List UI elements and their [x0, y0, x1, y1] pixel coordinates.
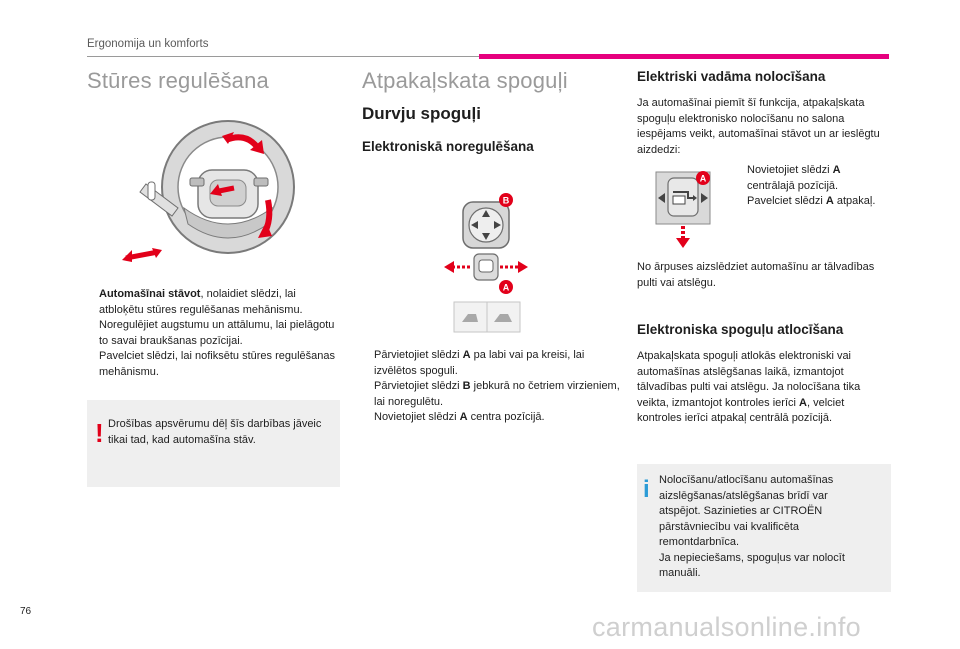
electronic-unfold-heading: Elektroniska spoguļu atlocīšana — [637, 322, 844, 337]
label-a: A — [699, 173, 707, 184]
steering-step: Noregulējiet augstumu un attālumu, lai pielāgotu to savai braukšanas pozīcijai. — [99, 319, 335, 347]
mirror-adjust-steps — [362, 348, 620, 426]
electric-fold-intro: Ja automašīnai piemīt šī funkcija, atpakaļskata spoguļu elektronisko nolocīšanu no salona iespējams veikt, automašīnai stāvot un ar ieslēgtu aizdedzi: — [637, 97, 880, 156]
header-accent-bar — [479, 54, 889, 59]
mirror-control-illustration — [438, 190, 538, 335]
watermark: carmanualsonline.info — [592, 612, 861, 642]
steering-step: Pavelciet slēdzi, lai nofiksētu stūres regulēšanas mehānismu. — [99, 350, 336, 378]
fold-step: Pavelciet slēdzi A atpakaļ. — [747, 195, 876, 207]
info-text: Nolocīšanu/atlocīšanu automašīnas aizslēgšanas/atslēgšanas brīdī var atspējot. Sazinieties ar CITROËN pārstāvniecību vai kvalificēta remontdarbnīca. Ja nepieciešams, spoguļus var nolocīt manuāli. — [659, 474, 845, 579]
mirror-adjust-step: Pārvietojiet slēdzi A pa labi vai pa kreisi, lai izvēlētos spoguli. — [374, 349, 585, 377]
steering-steps — [87, 287, 342, 380]
info-icon: i — [643, 476, 650, 503]
mirror-adjust-step: Novietojiet slēdzi A centra pozīcijā. — [374, 411, 545, 423]
warning-icon: ! — [95, 418, 104, 448]
outside-lock-text: No ārpuses aizslēdziet automašīnu ar tālvadības pulti vai atslēgu. — [637, 261, 875, 289]
steering-title: Stūres regulēšana — [87, 68, 269, 93]
fold-step: Novietojiet slēdzi A centrālajā pozīcijā. — [747, 164, 841, 192]
fold-steps — [735, 163, 885, 210]
door-mirrors-subtitle: Durvju spoguļi — [362, 104, 481, 123]
mirror-adjust-step: Pārvietojiet slēdzi B jebkurā no četriem virzieniem, lai noregulētu. — [374, 380, 620, 408]
electric-fold-heading: Elektriski vadāma nolocīšana — [637, 69, 826, 84]
header-rule — [87, 56, 479, 57]
fold-control-illustration — [652, 168, 716, 250]
steering-wheel-illustration — [118, 112, 308, 267]
warning-text: Drošības apsvērumu dēļ šīs darbības jāveic tikai tad, kad automašīna stāv. — [108, 418, 322, 446]
running-header: Ergonomija un komforts — [87, 38, 209, 50]
label-b: B — [502, 195, 510, 206]
info-box — [637, 464, 891, 592]
mirrors-title: Atpakaļskata spoguļi — [362, 68, 568, 93]
warning-box — [87, 400, 340, 487]
page-number: 76 — [20, 606, 32, 617]
steering-step: Automašīnai stāvot, nolaidiet slēdzi, lai atbloķētu stūres regulēšanas mehānismu. — [99, 288, 303, 316]
electronic-adjust-heading: Elektroniskā noregulēšana — [362, 139, 534, 154]
electronic-unfold-text: Atpakaļskata spoguļi atlokās elektroniski vai automašīnas atslēgšanas laikā, izmantojot tālvadības pulti vai atslēgu. Ja nolocīšana tika veikta, izmantojot kontroles ierīci A, velciet kontroles ierīci atpakaļ centrālā pozīcijā. — [637, 350, 861, 424]
label-a: A — [502, 282, 510, 293]
